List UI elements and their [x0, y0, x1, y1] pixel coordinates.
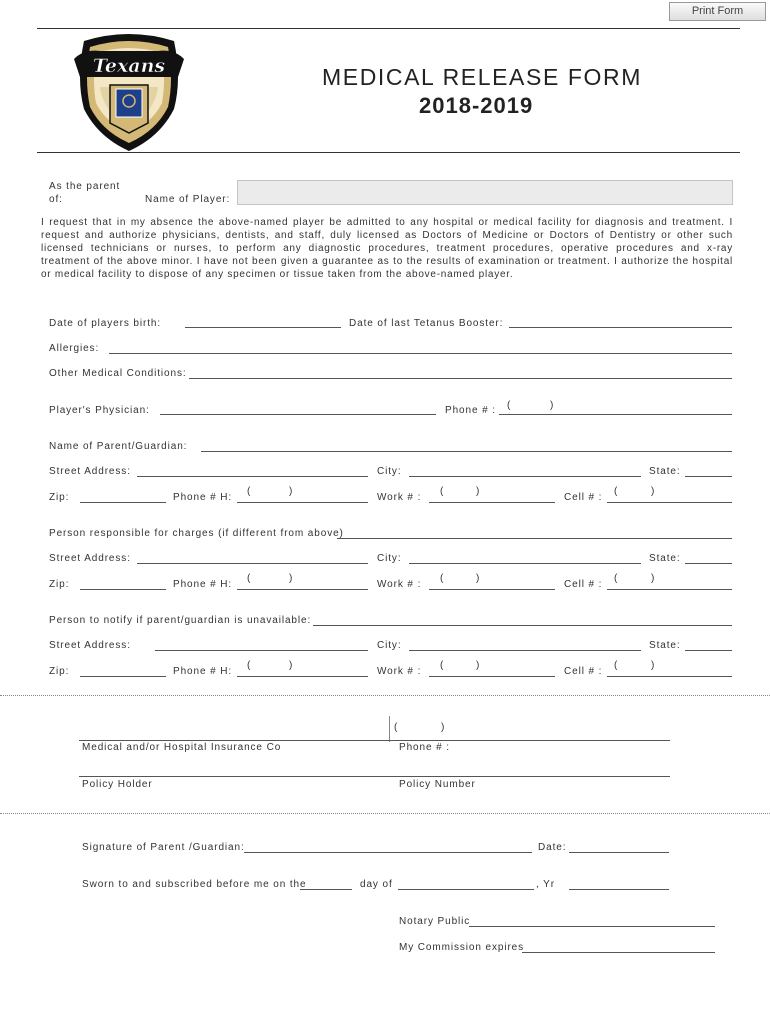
- cell-phone-field[interactable]: [607, 589, 732, 590]
- commission-field[interactable]: [522, 952, 715, 953]
- parent-name-label: Name of Parent/Guardian:: [49, 441, 188, 452]
- paren-close: ): [651, 573, 655, 584]
- cell-label: Cell # :: [564, 579, 603, 590]
- of-label: of:: [49, 194, 63, 205]
- paren-open: (: [614, 573, 618, 584]
- work-label: Work # :: [377, 666, 422, 677]
- state-field[interactable]: [685, 563, 732, 564]
- paren-close: ): [289, 660, 293, 671]
- physician-phone-field[interactable]: [499, 414, 732, 415]
- physician-label: Player's Physician:: [49, 405, 150, 416]
- home-phone-field[interactable]: [237, 502, 368, 503]
- svg-text:Texans: Texans: [92, 55, 166, 77]
- person-notify-label: Person to notify if parent/guardian is unavailable:: [49, 615, 312, 626]
- zip-label: Zip:: [49, 579, 70, 590]
- work-label: Work # :: [377, 492, 422, 503]
- city-field[interactable]: [409, 650, 641, 651]
- signature-field[interactable]: [244, 852, 532, 853]
- work-label: Work # :: [377, 579, 422, 590]
- zip-label: Zip:: [49, 666, 70, 677]
- paren-open: (: [247, 573, 251, 584]
- notary-label: Notary Public: [399, 916, 471, 927]
- state-label: State:: [649, 640, 681, 651]
- as-the-parent-label: As the parent: [49, 181, 121, 192]
- dob-label: Date of players birth:: [49, 318, 162, 329]
- tetanus-label: Date of last Tetanus Booster:: [349, 318, 504, 329]
- paren-close: ): [651, 486, 655, 497]
- state-label: State:: [649, 466, 681, 477]
- phone-h-label: Phone # H:: [173, 666, 233, 677]
- city-field[interactable]: [409, 476, 641, 477]
- physician-phone-label: Phone # :: [445, 405, 496, 416]
- insurance-company-label: Medical and/or Hospital Insurance Co: [82, 742, 282, 753]
- cell-phone-field[interactable]: [607, 502, 732, 503]
- parent-name-field[interactable]: [201, 451, 732, 452]
- sworn-month-field[interactable]: [398, 889, 534, 890]
- paren-open: (: [614, 486, 618, 497]
- sworn-day-field[interactable]: [300, 889, 352, 890]
- zip-field[interactable]: [80, 502, 166, 503]
- street-label: Street Address:: [49, 640, 131, 651]
- paren-close: ): [476, 573, 480, 584]
- work-phone-field[interactable]: [429, 502, 555, 503]
- paren-close: ): [289, 573, 293, 584]
- cell-phone-field[interactable]: [607, 676, 732, 677]
- policy-field[interactable]: [79, 776, 670, 777]
- zip-field[interactable]: [80, 676, 166, 677]
- physician-field[interactable]: [160, 414, 436, 415]
- insurance-separator-top: [0, 695, 770, 696]
- paren-open: (: [440, 660, 444, 671]
- state-field[interactable]: [685, 476, 732, 477]
- sworn-year-field[interactable]: [569, 889, 669, 890]
- dob-field[interactable]: [185, 327, 341, 328]
- cell-label: Cell # :: [564, 492, 603, 503]
- insurance-field[interactable]: [79, 740, 670, 741]
- paren-open: (: [247, 486, 251, 497]
- work-phone-field[interactable]: [429, 676, 555, 677]
- street-field[interactable]: [155, 650, 368, 651]
- yr-label: , Yr: [536, 879, 555, 890]
- state-label: State:: [649, 553, 681, 564]
- paren-close: ): [651, 660, 655, 671]
- form-year: 2018-2019: [419, 93, 534, 118]
- sworn-label: Sworn to and subscribed before me on the: [82, 879, 307, 890]
- city-label: City:: [377, 553, 402, 564]
- zip-field[interactable]: [80, 589, 166, 590]
- city-label: City:: [377, 640, 402, 651]
- work-phone-field[interactable]: [429, 589, 555, 590]
- tetanus-field[interactable]: [509, 327, 732, 328]
- name-of-player-label: Name of Player:: [145, 194, 231, 205]
- form-title: MEDICAL RELEASE FORM: [322, 64, 642, 90]
- paren-open: (: [247, 660, 251, 671]
- paren-close: ): [289, 486, 293, 497]
- street-field[interactable]: [137, 563, 368, 564]
- insurance-separator-bottom: [0, 813, 770, 814]
- person-charges-label: Person responsible for charges (if different from above): [49, 528, 344, 539]
- policy-number-label: Policy Number: [399, 779, 476, 790]
- allergies-label: Allergies:: [49, 343, 100, 354]
- city-field[interactable]: [409, 563, 641, 564]
- policy-holder-label: Policy Holder: [82, 779, 153, 790]
- street-field[interactable]: [137, 476, 368, 477]
- phone-h-label: Phone # H:: [173, 492, 233, 503]
- notary-field[interactable]: [469, 926, 715, 927]
- person-notify-field[interactable]: [313, 625, 732, 626]
- commission-label: My Commission expires: [399, 942, 525, 953]
- paren-open: (: [614, 660, 618, 671]
- paren-close: ): [476, 660, 480, 671]
- paren-open: (: [440, 573, 444, 584]
- day-of-label: day of: [360, 879, 393, 890]
- paren-open: (: [507, 400, 511, 411]
- player-name-field[interactable]: [237, 180, 733, 205]
- other-conditions-label: Other Medical Conditions:: [49, 368, 187, 379]
- state-field[interactable]: [685, 650, 732, 651]
- home-phone-field[interactable]: [237, 589, 368, 590]
- zip-label: Zip:: [49, 492, 70, 503]
- cell-label: Cell # :: [564, 666, 603, 677]
- paren-close: ): [441, 722, 445, 733]
- phone-h-label: Phone # H:: [173, 579, 233, 590]
- paren-close: ): [550, 400, 554, 411]
- allergies-field[interactable]: [109, 353, 732, 354]
- signature-date-label: Date:: [538, 842, 567, 853]
- paren-open: (: [394, 722, 398, 733]
- street-label: Street Address:: [49, 553, 131, 564]
- other-conditions-field[interactable]: [189, 378, 732, 379]
- signature-label: Signature of Parent /Guardian:: [82, 842, 245, 853]
- insurance-phone-label: Phone # :: [399, 742, 450, 753]
- print-form-button[interactable]: Print Form: [669, 2, 766, 21]
- signature-date-field[interactable]: [569, 852, 669, 853]
- street-label: Street Address:: [49, 466, 131, 477]
- paren-open: (: [440, 486, 444, 497]
- paren-close: ): [476, 486, 480, 497]
- consent-paragraph: I request that in my absence the above-named player be admitted to any hospital or medical facility for diagnosis and treatment. I request and authorize physicians, dentists, and staff, duly licensed as Doctors of Medicine or Doctors of Dentistry or other such licensed technicians or nurses, to perform any diagnostic procedures, treatment procedures, operative procedures and x-ray treatment of the above minor. I have not been given a guarantee as to the results of examination or treatment. I authorize the hospital or medical facility to dispose of any specimen or tissue taken from the above-named player.: [41, 217, 733, 280]
- insurance-divider: [389, 716, 390, 742]
- city-label: City:: [377, 466, 402, 477]
- home-phone-field[interactable]: [237, 676, 368, 677]
- person-charges-field[interactable]: [337, 538, 732, 539]
- texans-logo: [70, 29, 188, 154]
